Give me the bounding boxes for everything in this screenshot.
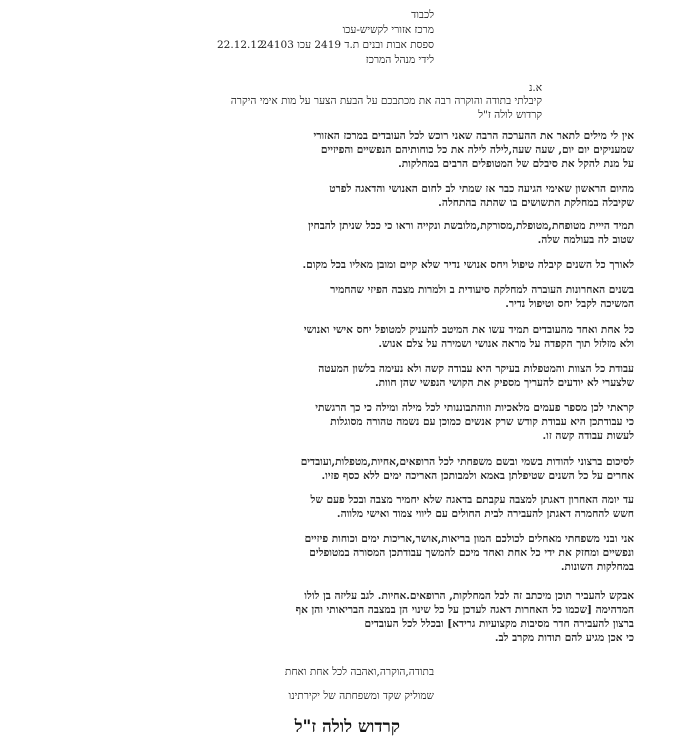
paragraph-line: ונפשיים ומחזק את ידי כל אחת ואחד מיכם להמשך עבודתכן המסורה במטופלים — [309, 547, 634, 559]
paragraph-line: תמיד הייית מטופחת,מטופלת,מסורקת,מלובשת ונקייה וראו כי ככל שניתן להבחין — [308, 220, 634, 232]
letter-date: 22.12.12 — [217, 39, 264, 51]
paragraph-line: שמעניקים יום יום, שעה שעה,לילה לילה את כל כוחותיהם הנפשיים והפיזיים — [320, 144, 634, 156]
subject-line: קרדוש לולה ז"ל — [478, 109, 542, 121]
paragraph-line: אחרים על כל השנים שטיפלתן באמא ולמבותכן האריכה ימים ללא כסף פזיו. — [321, 470, 634, 482]
paragraph-line: עד יומה האחרון דאגתן למצבה עקבתם בדאגה שלא יחמיר מצבה ובכל פעם של — [310, 494, 634, 506]
paragraph-line: שקיבלה במחלקת התשושים בו שהתה בהתחלה. — [438, 197, 634, 209]
paragraph-line: אין לי מילים לתאר את ההערכה הרבה שאני רוכש לכל העובדים במרכז האזורי — [313, 130, 634, 142]
paragraph-line: ולא מזלזל תוך הקפדה על מראה אנושי ושמירה על צלם אנוש. — [378, 338, 634, 350]
paragraph-line: לסיכום ברצוני להודות בשמי ובשם משפחתי לכל הרופאים,אחיות,מטפלות,ועובדים — [300, 456, 634, 468]
addressee-line: לידי מנהל המרכז — [365, 54, 434, 66]
paragraph-line: קראתי לכן מספר פעמים מלאכיות וזוהתבוננותי לכל מילה ומילה כי כך הרגשתי — [315, 402, 634, 414]
paragraph-line: המדהימה [שכמו כל האחרות דאגה לעדכן על כל שינוי הן במצבה הבריאותי והן אף — [295, 604, 634, 616]
greeting: א.נ — [528, 82, 542, 94]
paragraph-line: כי עבודתכן היא עבודת קודש שרק אנשים כמוכן עם נשמה טהורה מסוגלות — [330, 416, 634, 428]
closing-line: שמוליק שקד ומשפחתה של יקירתינו — [288, 690, 434, 702]
addressee-line: ספסת אבות ובנים ת.ד 2419 עכו 24103 — [260, 39, 434, 51]
paragraph-line: שטוב לה בעולמה שלה. — [537, 234, 634, 246]
paragraph-line: אני ובני משפחתי מאחלים לכולכם המון בריאות,אושר,אריכות ימים וכוחות פיזיים — [304, 533, 634, 545]
paragraph-line: מהיום הראשון שאימי הגיעה כבר אז שמתי לב לחום האנושי והדאגה לפרט — [329, 183, 634, 195]
paragraph-line: במחלקות השונות. — [560, 561, 634, 573]
addressee-line: לכבוד — [411, 9, 434, 21]
paragraph-line: עבודת כל הצוות והמטפלות בעיקר היא עבודה קשה ולא נעימה בלשון המעטה — [318, 363, 634, 375]
paragraph-line: לאורך כל השנים קיבלה טיפול ויחס אנושי נדיר שלא קיים ומובן מאליו בכל מקום. — [302, 259, 634, 271]
subject-line: קיבלתי בתודה והוקרה רבה את מכתבכם על הבעת הצער על מות אימי היקרה — [230, 95, 542, 107]
paragraph-line: אבקש להעביר תוכן מיכתב זה לכל המחלקות, הרופאים.אחיות. לגב עליזה בן לולו — [304, 590, 634, 602]
paragraph-line: כל אחת ואחד מהעובדים תמיד עשו את המיטב להעניק למטופל יחס אישי ואנושי — [303, 324, 634, 336]
addressee-line: מרכז אזורי לקשיש-עכו — [342, 24, 434, 36]
paragraph-line: חשש להחמרה דאגתן להעבירה לבית החולים עם ליווי צמוד ואישי מלווה. — [336, 508, 634, 520]
paragraph-line: כי אכן מגיע להם תודות מקרב לב. — [494, 632, 634, 644]
paragraph-line: בשנים האחרונות העוברה למחלקה סיעודית ב ולמרות מצבה הפיזי שהחמיר — [330, 284, 634, 296]
signature-name: קרדוש לולה ז"ל — [294, 717, 400, 737]
paragraph-line: על מנת להקל את סיבלם של המטופלים הרבים במחלקות. — [398, 158, 634, 170]
closing-line: בתודה,הוקרה,ואהבה לכל אחת ואחת — [284, 666, 434, 678]
paragraph-line: לעשות עבודה קשה זו. — [542, 430, 634, 442]
paragraph-line: המשיכה לקבל יחס וטיפול נדיר. — [505, 298, 634, 310]
paragraph-line: שלצערי לא יודעים להעריך מספיק את הקושי הנפשי שהן חוות. — [374, 377, 634, 389]
paragraph-line: ברצון להעבירה חדר מסיבות מקצועיות גרידא] ובכלל לכל העובדים — [364, 618, 634, 630]
